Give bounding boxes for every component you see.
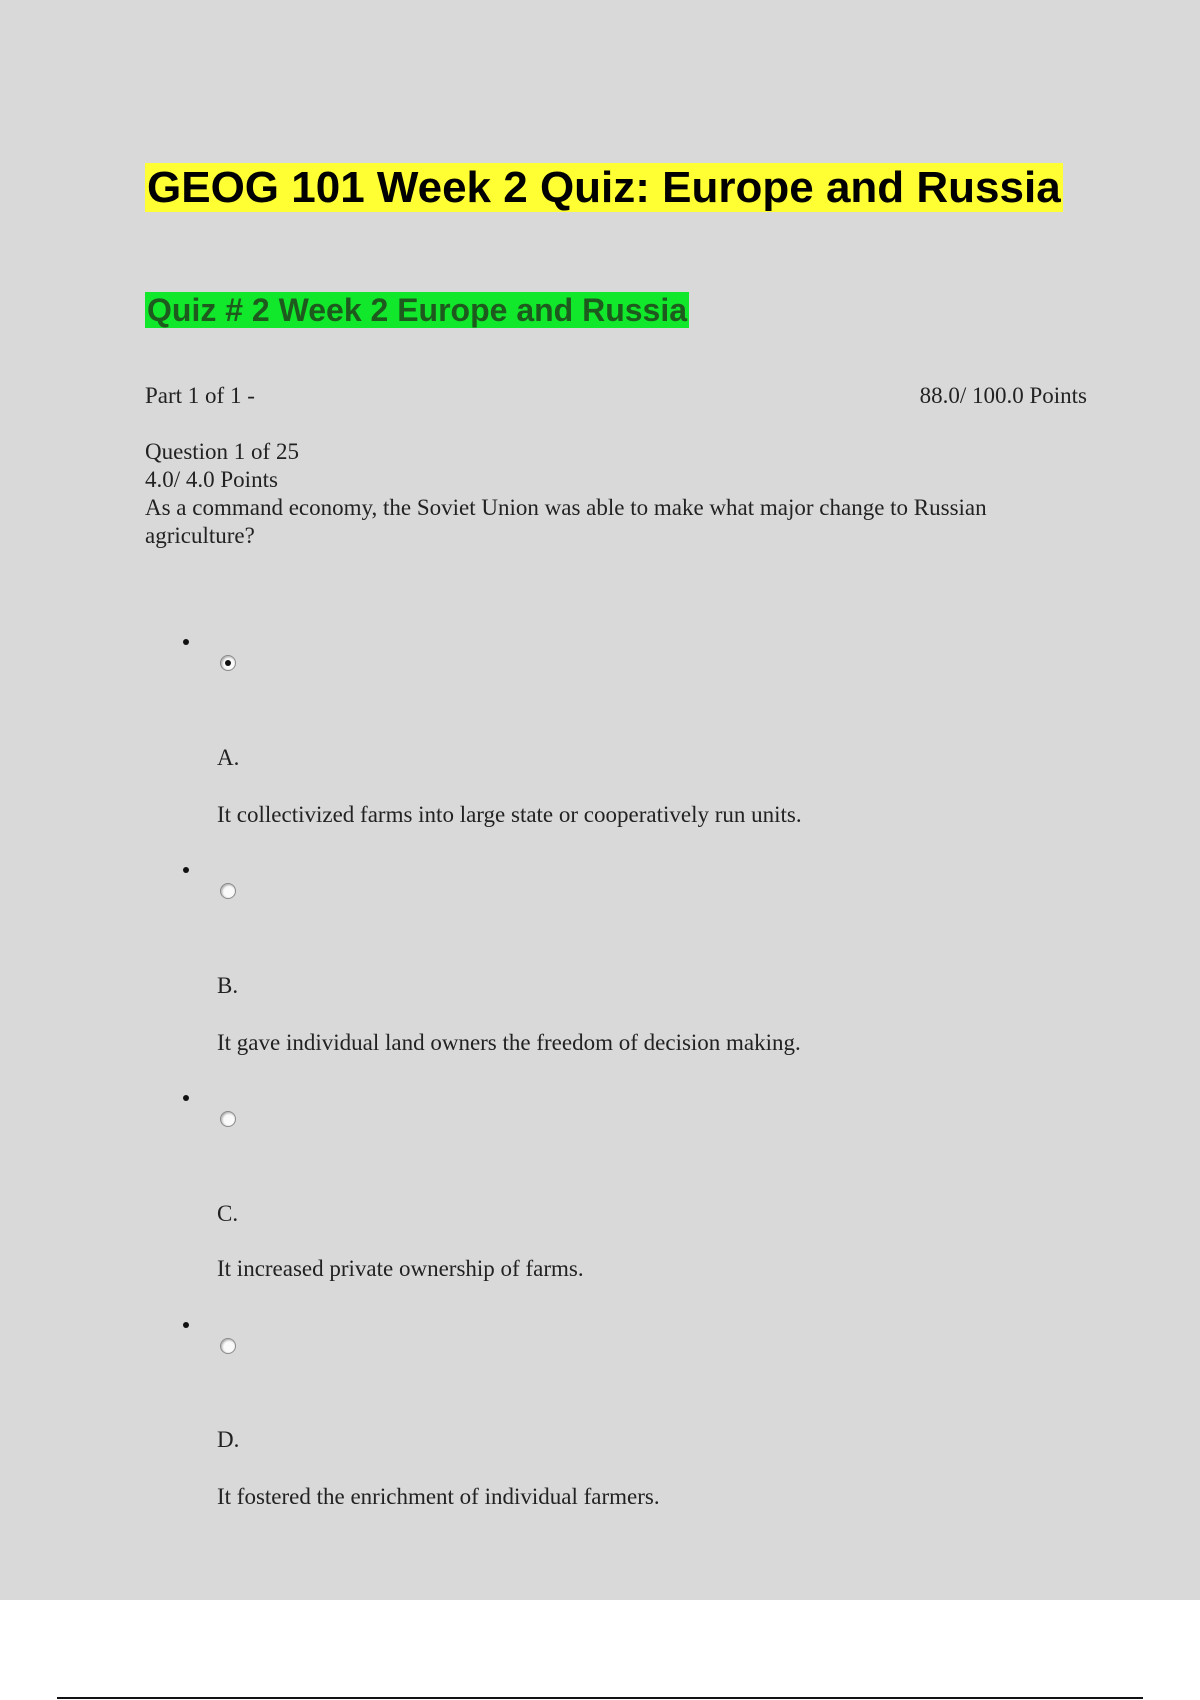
question-text: As a command economy, the Soviet Union was able to make what major change to Russian agriculture? bbox=[145, 495, 987, 548]
option-letter: C. bbox=[217, 1201, 239, 1226]
question-points: 4.0/ 4.0 Points bbox=[145, 467, 278, 492]
part-label: Part 1 of 1 - bbox=[145, 383, 255, 408]
option-letter: B. bbox=[217, 973, 239, 998]
bullet-icon bbox=[183, 1322, 189, 1328]
option-text: It collectivized farms into large state or cooperatively run units. bbox=[217, 802, 802, 827]
bullet-icon bbox=[183, 639, 189, 645]
footer-divider bbox=[57, 1697, 1143, 1699]
radio-button-d[interactable] bbox=[220, 1338, 236, 1354]
question-number: Question 1 of 25 bbox=[145, 439, 299, 464]
bullet-icon bbox=[183, 1095, 189, 1101]
bullet-icon bbox=[183, 867, 189, 873]
option-text: It increased private ownership of farms. bbox=[217, 1256, 584, 1281]
part-points: 88.0/ 100.0 Points bbox=[919, 383, 1087, 408]
radio-button-a[interactable] bbox=[220, 655, 236, 671]
radio-button-c[interactable] bbox=[220, 1111, 236, 1127]
option-letter: A. bbox=[217, 745, 240, 770]
part-header bbox=[145, 382, 1087, 410]
radio-button-b[interactable] bbox=[220, 883, 236, 899]
quiz-subtitle: Quiz # 2 Week 2 Europe and Russia bbox=[147, 292, 688, 328]
option-text: It gave individual land owners the freedom of decision making. bbox=[217, 1030, 801, 1055]
question-block bbox=[145, 438, 1045, 550]
option-letter: D. bbox=[217, 1427, 240, 1452]
option-text: It fostered the enrichment of individual farmers. bbox=[217, 1484, 660, 1509]
quiz-title: GEOG 101 Week 2 Quiz: Europe and Russia bbox=[147, 163, 1061, 212]
